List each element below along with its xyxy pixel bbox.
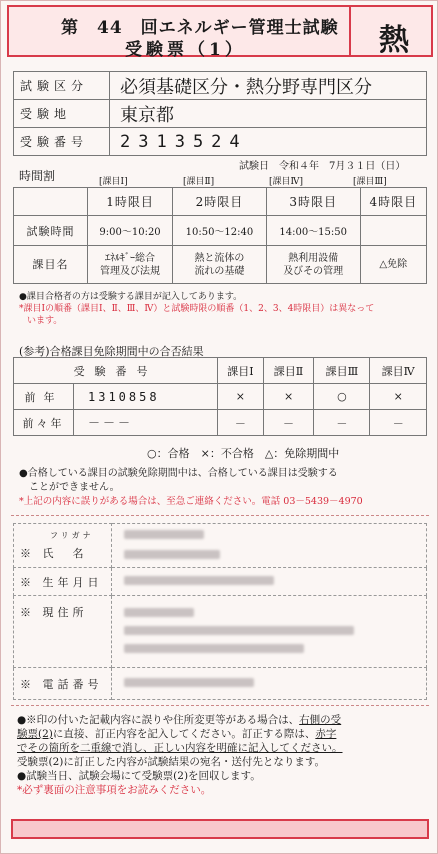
note-text-underlined: 験票(2) [17, 728, 53, 740]
subject-line: 管理及び法規 [100, 265, 161, 277]
subject-cell [173, 246, 267, 284]
note-line [17, 727, 431, 741]
subject-code: [課目Ⅰ] [99, 177, 128, 187]
mark-cell: － [218, 410, 264, 436]
result-legend: ○：合格 ×：不合格 △：免除期間中 [147, 447, 340, 460]
mark-cell: × [370, 384, 427, 410]
subject-line: 流れの基礎 [194, 265, 245, 277]
time-cell [360, 216, 426, 246]
exam-date: 試験日 令和４年 7月３１日（日） [239, 161, 406, 172]
phone-label: ※ 電話番号 [14, 668, 112, 700]
mark-cell: × [263, 384, 314, 410]
subject-cell [88, 246, 173, 284]
exam-title: 第 44 回エネルギー管理士試験 [61, 18, 339, 38]
cut-line [11, 705, 429, 706]
result-table [13, 357, 427, 436]
subject-cell [360, 246, 426, 284]
mark-cell: － [263, 410, 314, 436]
redacted-text [124, 626, 354, 635]
note-line: *課目Ⅰの順番（課目Ⅰ、Ⅱ、Ⅲ、Ⅳ）と試験時限の順番（1、2、3、4時限目）は異なって [19, 304, 375, 314]
subject-line: 熱利用設備 [288, 252, 339, 264]
ticket-title: 受験票（1） [125, 40, 246, 60]
footer-bar [11, 819, 429, 839]
note-text: に直接、訂正内容を記入してください。訂正する際は、 [52, 728, 316, 740]
time-row [14, 216, 427, 246]
mark-cell: ○ [314, 384, 370, 410]
header-divider [349, 7, 351, 55]
mark-cell: － [314, 410, 370, 436]
row-label: 前々年 [14, 410, 74, 436]
result-header-cell: 受験番号 [14, 358, 218, 384]
note-line: います。 [27, 316, 63, 326]
redacted-text [124, 550, 220, 559]
period-cell: 3時限目 [266, 188, 360, 216]
time-cell: 10:50～12:40 [173, 216, 267, 246]
note-line: でその箇所を二重線で消し、正しい内容を明確に記入してください。 [17, 742, 343, 754]
note-line: *必ず裏面の注意事項をお読みください。 [17, 784, 212, 796]
name-row [14, 524, 427, 568]
note-text: ●※印の付いた記載内容に誤りや住所変更等がある場合は、 [17, 714, 300, 726]
dob-label: ※ 生年月日 [14, 568, 112, 596]
phone-row [14, 668, 427, 700]
result-header-cell: 課目Ⅱ [263, 358, 314, 384]
note-line: ●合格している課目の試験免除期間中は、合格している課目は受験する [19, 468, 338, 479]
redacted-text [124, 608, 194, 617]
subject-row [14, 246, 427, 284]
subject-line: ｴﾈﾙｷﾞｰ総合 [105, 252, 156, 264]
note-line: ことができません。 [29, 482, 120, 493]
result-row [14, 410, 427, 436]
subject-code: [課目Ⅱ] [183, 177, 215, 187]
schedule-title: 時間割 [19, 169, 56, 183]
schedule-table [13, 187, 427, 284]
contact-note: *上記の内容に誤りがある場合は、至急ご連絡ください。電話 03－5439－4970 [19, 496, 363, 507]
location-row [14, 100, 427, 128]
exam-number-value: 2313524 [110, 128, 427, 156]
name-value-cell [112, 524, 427, 568]
address-value-cell [112, 596, 427, 668]
address-row [14, 596, 427, 668]
note-line [17, 713, 431, 727]
location-label: 受験地 [14, 100, 110, 128]
dob-value-cell [112, 568, 427, 596]
subject-label: 課目名 [14, 246, 88, 284]
category-label: 試験区分 [14, 72, 110, 100]
subject-code: [課目Ⅲ] [353, 177, 387, 187]
mark-cell: × [218, 384, 264, 410]
dob-row [14, 568, 427, 596]
name-label-cell [14, 524, 112, 568]
category-value: 必須基礎区分・熱分野専門区分 [110, 72, 427, 100]
phone-value-cell [112, 668, 427, 700]
subject-cell [266, 246, 360, 284]
redacted-text [124, 576, 274, 585]
location-value: 東京都 [110, 100, 427, 128]
result-title: (参考)合格課目免除期間中の合否結果 [19, 345, 204, 358]
row-number: 1310858 [74, 384, 218, 410]
time-cell: 14:00～15:50 [266, 216, 360, 246]
period-cell: 4時限目 [360, 188, 426, 216]
period-cell: 1時限目 [88, 188, 173, 216]
time-cell: 9:00～10:20 [88, 216, 173, 246]
time-label: 試験時間 [14, 216, 88, 246]
period-cell: 2時限目 [173, 188, 267, 216]
number-label: 受験番号 [14, 128, 110, 156]
schedule-notes [19, 291, 429, 327]
row-label: 前年 [14, 384, 74, 410]
subject-line: 及びその管理 [283, 265, 344, 277]
row-number: －－－ [74, 410, 218, 436]
ticket-header [7, 5, 433, 60]
subject-line: 熱と流体の [194, 252, 245, 264]
redacted-text [124, 644, 304, 653]
exemption-notes [19, 467, 429, 509]
result-header-cell: 課目Ⅰ [218, 358, 264, 384]
result-header-row [14, 358, 427, 384]
address-label: ※ 現住所 [14, 596, 112, 668]
note-line: ●課目合格者の方は受験する課目が記入してあります。 [19, 292, 243, 302]
correction-notes [17, 713, 431, 797]
period-header-label [14, 188, 88, 216]
category-row [14, 72, 427, 100]
subject-code: [課目Ⅳ] [269, 177, 304, 187]
note-text-underlined: 右側の受 [299, 714, 342, 726]
candidate-info-table [13, 71, 427, 156]
note-line: ●試験当日、試験会場にて受験票(2)を回収します。 [17, 770, 261, 782]
result-header-cell: 課目Ⅲ [314, 358, 370, 384]
name-label: ※ 氏 名 [20, 547, 88, 560]
mark-cell: － [370, 410, 427, 436]
cut-line [11, 515, 429, 516]
period-row [14, 188, 427, 216]
subject-line: △免除 [379, 259, 408, 270]
redacted-text [124, 678, 254, 687]
result-row [14, 384, 427, 410]
redacted-text [124, 530, 204, 539]
furigana-label: フリガナ [50, 531, 94, 540]
number-row [14, 128, 427, 156]
result-header-cell: 課目Ⅳ [370, 358, 427, 384]
personal-info-table [13, 523, 427, 700]
note-text-underlined: 赤字 [315, 728, 337, 740]
category-badge: 熱 [379, 23, 409, 58]
note-line: 受験票(2)に訂正した内容が試験結果の宛名・送付先となります。 [17, 756, 326, 768]
